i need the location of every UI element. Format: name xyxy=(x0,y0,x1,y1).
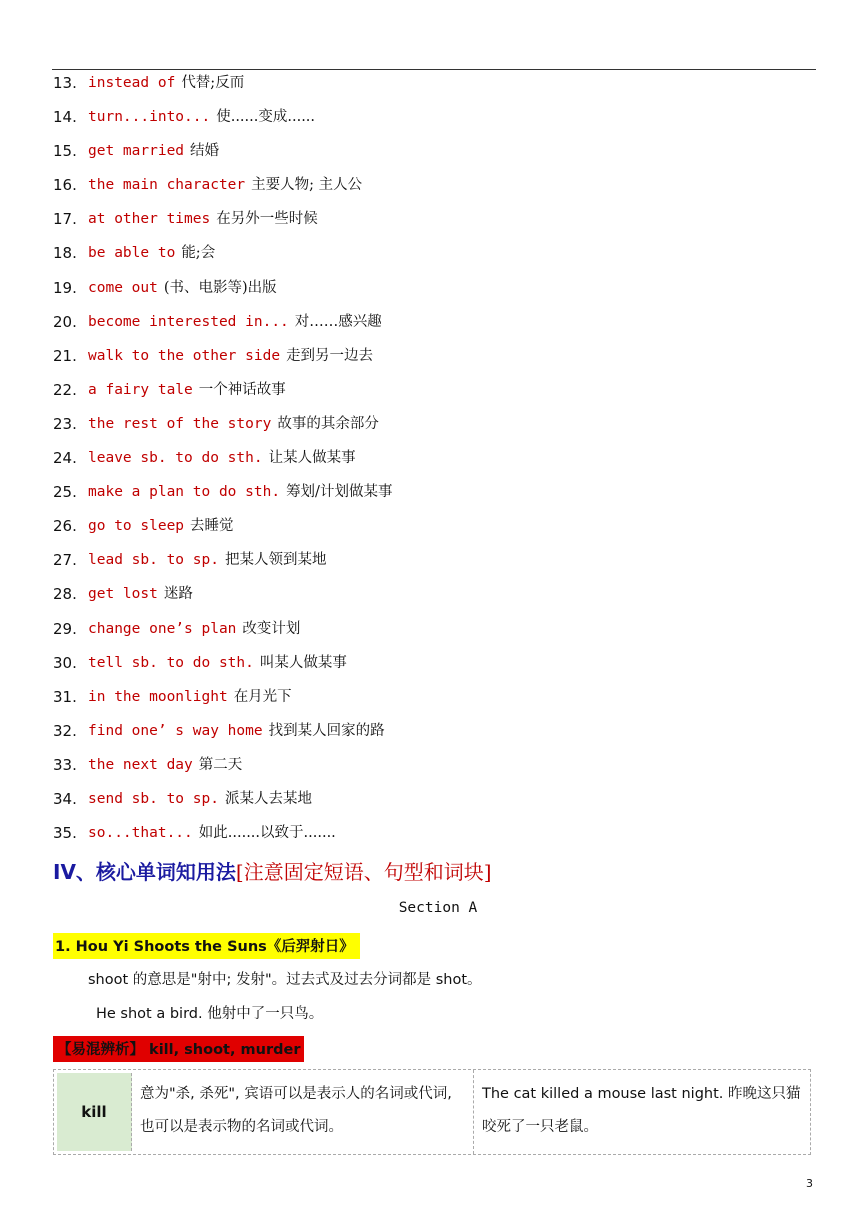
chinese-meaning: 在月光下 xyxy=(233,688,292,705)
list-item xyxy=(53,719,392,753)
item-number: 16. xyxy=(53,176,77,195)
chinese-meaning: 改变计划 xyxy=(242,620,301,637)
item-number: 17. xyxy=(53,210,77,229)
chinese-meaning: 去睡觉 xyxy=(190,518,234,535)
subsection-title: Section A xyxy=(398,900,478,916)
item-number: 34. xyxy=(53,789,77,808)
english-phrase: send sb. to sp. xyxy=(88,790,219,807)
comparison-table xyxy=(53,1069,811,1155)
list-item xyxy=(53,582,392,616)
page-number: 3 xyxy=(806,1177,813,1190)
confusion-analysis-tag: 【易混辨析】 kill, shoot, murder xyxy=(53,1036,304,1062)
item-number: 18. xyxy=(53,244,77,263)
item-number: 29. xyxy=(53,619,77,638)
item-number: 28. xyxy=(53,585,77,604)
chinese-meaning: 派某人去某地 xyxy=(224,790,312,807)
english-phrase: walk to the other side xyxy=(88,347,281,364)
chinese-meaning: 让某人做某事 xyxy=(268,450,356,467)
list-item xyxy=(53,344,392,378)
list-item xyxy=(53,548,392,582)
chinese-meaning: 迷路 xyxy=(163,586,193,603)
item-number: 30. xyxy=(53,653,77,672)
item-number: 26. xyxy=(53,517,77,536)
item-number: 27. xyxy=(53,551,77,570)
chinese-meaning: 代替;反而 xyxy=(181,75,245,91)
chinese-meaning: 走到另一边去 xyxy=(286,347,374,364)
section-title-note: [注意固定短语、句型和词块] xyxy=(235,860,492,884)
explanation-paragraph: shoot 的意思是"射中; 发射"。过去式及过去分词都是 shot。 xyxy=(88,972,482,988)
chinese-meaning: 把某人领到某地 xyxy=(224,552,327,569)
item-number: 33. xyxy=(53,755,77,774)
english-phrase: turn...into... xyxy=(88,109,211,126)
english-phrase: be able to xyxy=(88,245,176,262)
item-number: 22. xyxy=(53,380,77,399)
list-item xyxy=(53,276,392,310)
list-item xyxy=(53,685,392,719)
chinese-meaning: 使......变成...... xyxy=(216,109,316,126)
list-item xyxy=(53,378,392,412)
english-phrase: make a plan to do sth. xyxy=(88,484,281,501)
chinese-meaning: 能;会 xyxy=(181,245,216,262)
list-item xyxy=(53,617,392,651)
list-item xyxy=(53,480,392,514)
list-item xyxy=(53,514,392,548)
chinese-meaning: 故事的其余部分 xyxy=(277,415,379,432)
chinese-meaning: (书、电影等)出版 xyxy=(163,279,277,296)
list-item xyxy=(53,241,392,275)
english-phrase: in the moonlight xyxy=(88,688,228,705)
item-number: 20. xyxy=(53,312,77,331)
list-item xyxy=(53,753,392,787)
item-number: 24. xyxy=(53,449,77,468)
english-phrase: the rest of the story xyxy=(88,415,272,432)
english-phrase: come out xyxy=(88,279,158,296)
english-phrase: tell sb. to do sth. xyxy=(88,654,254,671)
chinese-meaning: 第二天 xyxy=(198,756,243,773)
item-number: 35. xyxy=(53,824,77,843)
english-phrase: get married xyxy=(88,143,185,160)
table-word-cell: kill xyxy=(57,1073,132,1151)
chinese-meaning: 主要人物; 主人公 xyxy=(251,177,363,194)
section-title xyxy=(53,856,492,885)
item-number: 15. xyxy=(53,142,77,161)
item-number: 23. xyxy=(53,414,77,433)
chinese-meaning: 结婚 xyxy=(190,143,220,160)
item-number: 14. xyxy=(53,108,77,127)
english-phrase: go to sleep xyxy=(88,518,185,535)
chinese-meaning: 找到某人回家的路 xyxy=(268,722,385,739)
english-phrase: the main character xyxy=(88,177,246,194)
item-number: 19. xyxy=(53,278,77,297)
list-item xyxy=(53,139,392,173)
table-definition-cell: 意为"杀, 杀死", 宾语可以是表示人的名词或代词, 也可以是表示物的名词或代词。 xyxy=(132,1070,474,1154)
list-item xyxy=(53,173,392,207)
english-phrase: get lost xyxy=(88,586,158,603)
list-item xyxy=(53,310,392,344)
english-phrase: so...that... xyxy=(88,825,193,842)
chinese-meaning: 筹划/计划做某事 xyxy=(286,484,393,501)
chinese-meaning: 在另外一些时候 xyxy=(216,211,318,228)
item-number: 31. xyxy=(53,687,77,706)
item-number: 25. xyxy=(53,483,77,502)
english-phrase: at other times xyxy=(88,211,211,228)
english-phrase: change one’s plan xyxy=(88,620,237,637)
english-phrase: find one’ s way home xyxy=(88,722,263,739)
section-title-main: IV、核心单词知用法 xyxy=(53,860,236,884)
list-item xyxy=(53,71,392,105)
english-phrase: leave sb. to do sth. xyxy=(88,450,263,467)
english-phrase: a fairy tale xyxy=(88,381,193,398)
english-phrase: lead sb. to sp. xyxy=(88,552,219,569)
header-rule xyxy=(52,69,816,70)
list-item xyxy=(53,105,392,139)
chinese-meaning: 叫某人做某事 xyxy=(259,654,347,671)
list-item xyxy=(53,412,392,446)
item-heading: 1. Hou Yi Shoots the Suns《后羿射日》 xyxy=(53,933,360,959)
table-example-cell: The cat killed a mouse last night. 昨晚这只猫咬死了一只老鼠。 xyxy=(482,1086,801,1135)
item-number: 32. xyxy=(53,721,77,740)
english-phrase: instead of xyxy=(88,75,176,91)
example-sentence: He shot a bird. 他射中了一只鸟。 xyxy=(96,1006,324,1022)
phrase-list xyxy=(53,71,392,855)
item-number: 13. xyxy=(53,74,77,92)
list-item xyxy=(53,446,392,480)
chinese-meaning: 如此.......以致于....... xyxy=(198,825,336,842)
list-item xyxy=(53,207,392,241)
list-item xyxy=(53,821,392,855)
english-phrase: the next day xyxy=(88,756,193,773)
chinese-meaning: 对……感兴趣 xyxy=(294,313,382,330)
english-phrase: become interested in... xyxy=(88,313,289,330)
chinese-meaning: 一个神话故事 xyxy=(198,381,286,398)
item-number: 21. xyxy=(53,346,77,365)
list-item xyxy=(53,651,392,685)
list-item xyxy=(53,787,392,821)
